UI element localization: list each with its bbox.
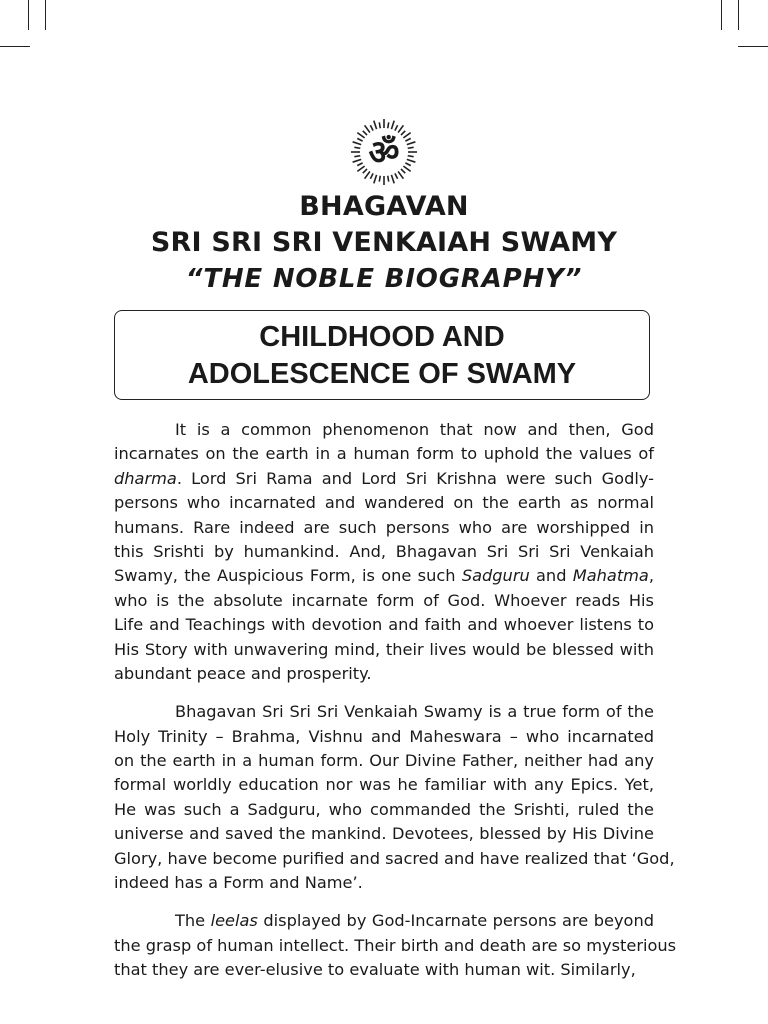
text-line: who is the absolute incarnate form of God. Whoever reads His xyxy=(114,590,654,610)
svg-text:ॐ: ॐ xyxy=(368,133,400,173)
italic-term: Sadguru xyxy=(461,566,530,586)
text-line: incarnates on the earth in a human form to uphold the values of xyxy=(114,444,654,464)
text-line: this Srishti by humankind. And, Bhagavan Sri Sri Sri Venkaiah xyxy=(114,541,654,561)
paragraph xyxy=(114,909,677,982)
italic-term: leelas xyxy=(210,911,258,931)
text-line: the grasp of human intellect. Their birth and death are so mysterious xyxy=(114,935,677,955)
text-line: indeed has a Form and Name’. xyxy=(114,873,363,893)
text-line: Life and Teachings with devotion and faith and whoever listens to xyxy=(114,615,654,635)
text-line: humans. Rare indeed are such persons who are worshipped in xyxy=(114,517,654,537)
text-line: persons who incarnated and wandered on the earth as normal xyxy=(114,493,654,513)
book-title-line2: SRI SRI SRI VENKAIAH SWAMY xyxy=(150,227,618,258)
body-text xyxy=(114,418,677,997)
italic-term: Mahatma xyxy=(572,566,649,586)
text-line: His Story with unwavering mind, their lives would be blessed with xyxy=(114,639,654,659)
book-subtitle: “THE NOBLE BIOGRAPHY” xyxy=(185,264,583,294)
text-line: Glory, have become purified and sacred and have realized that ‘God, xyxy=(114,848,675,868)
crop-mark-top-right-v1 xyxy=(721,0,722,30)
crop-mark-top-left-v1 xyxy=(28,0,29,30)
text-line: that they are ever-elusive to evaluate with human wit. Similarly, xyxy=(114,960,636,980)
chapter-title-line1: CHILDHOOD AND xyxy=(259,321,505,353)
text-line: He was such a Sadguru, who commanded the Srishti, ruled the xyxy=(114,799,654,819)
crop-mark-top-left-v2 xyxy=(45,0,46,30)
text-line: formal worldly education nor was he familiar with any Epics. Yet, xyxy=(114,775,654,795)
paragraph xyxy=(114,700,675,895)
text-line: Bhagavan Sri Sri Sri Venkaiah Swamy is a true form of the xyxy=(175,702,654,722)
text-line: universe and saved the mankind. Devotees, blessed by His Divine xyxy=(114,824,654,844)
text-line: The leelas displayed by God-Incarnate persons are beyond xyxy=(175,911,654,931)
crop-mark-top-right-v2 xyxy=(738,0,739,30)
text-line: Swamy, the Auspicious Form, is one such Sadguru and Mahatma, xyxy=(114,566,655,586)
chapter-title-box xyxy=(114,310,650,400)
crop-mark-top-right-h xyxy=(738,46,768,47)
text-line: dharma. Lord Sri Rama and Lord Sri Krishna were such Godly- xyxy=(114,468,654,488)
text-line: abundant peace and prosperity. xyxy=(114,663,372,683)
crop-mark-top-left-h xyxy=(0,46,30,47)
text-line: Holy Trinity – Brahma, Vishnu and Maheswara – who incarnated xyxy=(114,726,654,746)
om-symbol-icon xyxy=(350,118,418,186)
chapter-title-line2: ADOLESCENCE OF SWAMY xyxy=(187,358,577,390)
book-title-line1: BHAGAVAN xyxy=(299,191,469,222)
text-line: on the earth in a human form. Our Divine Father, neither had any xyxy=(114,751,654,771)
text-line: It is a common phenomenon that now and then, God xyxy=(175,420,654,439)
paragraph xyxy=(114,418,654,686)
italic-term: dharma xyxy=(114,468,177,488)
